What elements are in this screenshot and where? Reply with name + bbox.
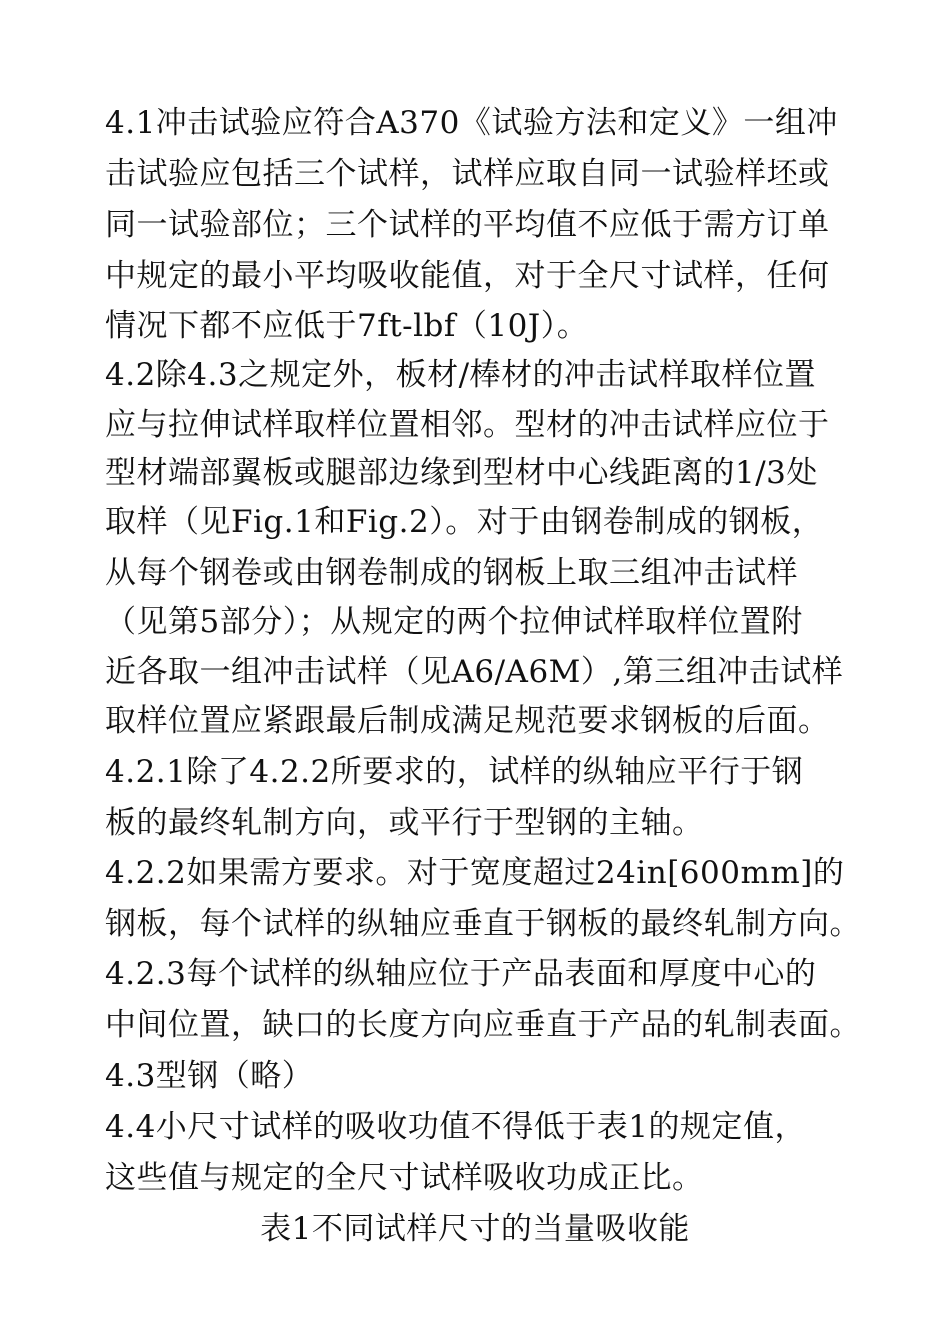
text-line: 击试验应包括三个试样，试样应取自同一试验样坯或 <box>105 156 830 192</box>
text-line: 应与拉伸试样取样位置相邻。型材的冲击试样应位于 <box>105 407 830 443</box>
text-line: 这些值与规定的全尺寸试样吸收功成正比。 <box>105 1160 704 1196</box>
text-line: 中间位置，缺口的长度方向应垂直于产品的轧制表面。 <box>105 1007 861 1043</box>
table-caption: 表1不同试样尺寸的当量吸收能 <box>260 1211 690 1247</box>
text-line: 钢板，每个试样的纵轴应垂直于钢板的最终轧制方向。 <box>105 906 861 942</box>
text-line: 型材端部翼板或腿部边缘到型材中心线距离的1/3处 <box>105 455 818 491</box>
text-line: 4.2.3每个试样的纵轴应位于产品表面和厚度中心的 <box>105 956 817 992</box>
text-line: 同一试验部位；三个试样的平均值不应低于需方订单 <box>105 207 830 243</box>
text-line: 4.2除4.3之规定外，板材/棒材的冲击试样取样位置 <box>105 357 817 393</box>
text-line: 4.4小尺寸试样的吸收功值不得低于表1的规定值， <box>105 1109 807 1145</box>
text-line: 取样（见Fig.1和Fig.2）。对于由钢卷制成的钢板， <box>105 504 824 540</box>
text-line: 板的最终轧制方向，或平行于型钢的主轴。 <box>105 805 704 841</box>
text-line: 4.1冲击试验应符合A370《试验方法和定义》一组冲 <box>105 105 838 141</box>
text-line: 中规定的最小平均吸收能值，对于全尺寸试样，任何 <box>105 258 830 294</box>
text-line: 4.2.2如果需方要求。对于宽度超过24in[600mm]的 <box>105 855 845 891</box>
text-line: 从每个钢卷或由钢卷制成的钢板上取三组冲击试样 <box>105 555 798 591</box>
text-line: 4.3型钢（略） <box>105 1058 314 1094</box>
text-line: （见第5部分）；从规定的两个拉伸试样取样位置附 <box>105 604 803 640</box>
text-line: 近各取一组冲击试样（见A6/A6M）,第三组冲击试样 <box>105 654 844 690</box>
text-line: 情况下都不应低于7ft-lbf（10J）。 <box>105 308 589 344</box>
text-line: 4.2.1除了4.2.2所要求的，试样的纵轴应平行于钢 <box>105 754 804 790</box>
text-line: 取样位置应紧跟最后制成满足规范要求钢板的后面。 <box>105 703 830 739</box>
